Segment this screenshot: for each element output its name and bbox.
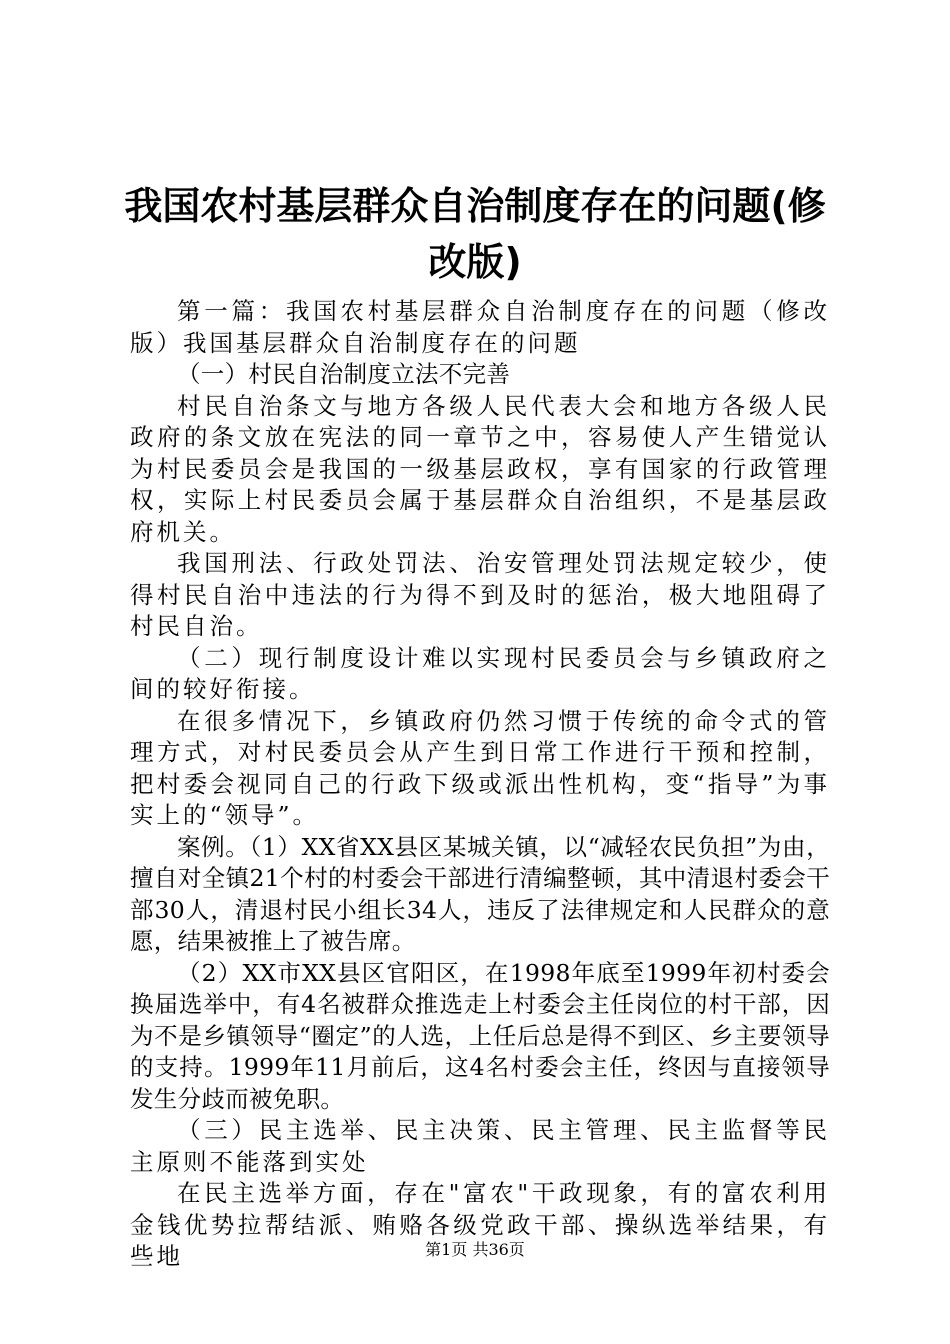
paragraph-3: 村民自治条文与地方各级人民代表大会和地方各级人民政府的条文放在宪法的同一章节之中，容易使人产生错觉认为村民委员会是我国的一级基层政权，享有国家的行政管理权，实际上村民委员会属于基层群众自治组织，不是基层政府机关。 [130, 391, 830, 546]
paragraph-4: 我国刑法、行政处罚法、治安管理处罚法规定较少，使得村民自治中违法的行为得不到及时的惩治，极大地阻碍了村民自治。 [130, 549, 830, 640]
page-number: 第1页 共36页 [425, 1240, 525, 1259]
paragraph-8: （2）XX市XX县区官阳区，在1998年底至1999年初村委会换届选举中，有4名被群众推选走上村委会主任岗位的村干部，因为不是乡镇领导“圈定”的人选，上任后总是得不到区、乡主要领导的支持。1999年11月前后，这4名村委会主任，终因与直接领导发生分歧而被免职。 [130, 958, 830, 1113]
paragraph-5: （二）现行制度设计难以实现村民委员会与乡镇政府之间的较好衔接。 [130, 643, 830, 703]
document-body [130, 296, 830, 1273]
paragraph-2: （一）村民自治制度立法不完善 [177, 360, 511, 388]
paragraph-1: 第一篇：我国农村基层群众自治制度存在的问题（修改版）我国基层群众自治制度存在的问题 [130, 297, 830, 357]
paragraph-7: 案例。（1）XX省XX县区某城关镇，以“减轻农民负担”为由，擅自对全镇21个村的村委会干部进行清编整顿，其中清退村委会干部30人，清退村民小组长34人，违反了法律规定和人民群众的意愿，结果被推上了被告席。 [130, 832, 830, 955]
document-title: 我国农村基层群众自治制度存在的问题(修改版) [124, 184, 826, 284]
paragraph-10: 在民主选举方面，存在"富农"干政现象，有的富农利用金钱优势拉帮结派、贿赂各级党政干部、操纵选举结果，有些地 [130, 1179, 830, 1270]
paragraph-9: （三）民主选举、民主决策、民主管理、民主监督等民主原则不能落到实处 [130, 1116, 830, 1176]
paragraph-6: 在很多情况下，乡镇政府仍然习惯于传统的命令式的管理方式，对村民委员会从产生到日常工作进行干预和控制，把村委会视同自己的行政下级或派出性机构，变“指导”为事实上的“领导”。 [130, 706, 830, 829]
